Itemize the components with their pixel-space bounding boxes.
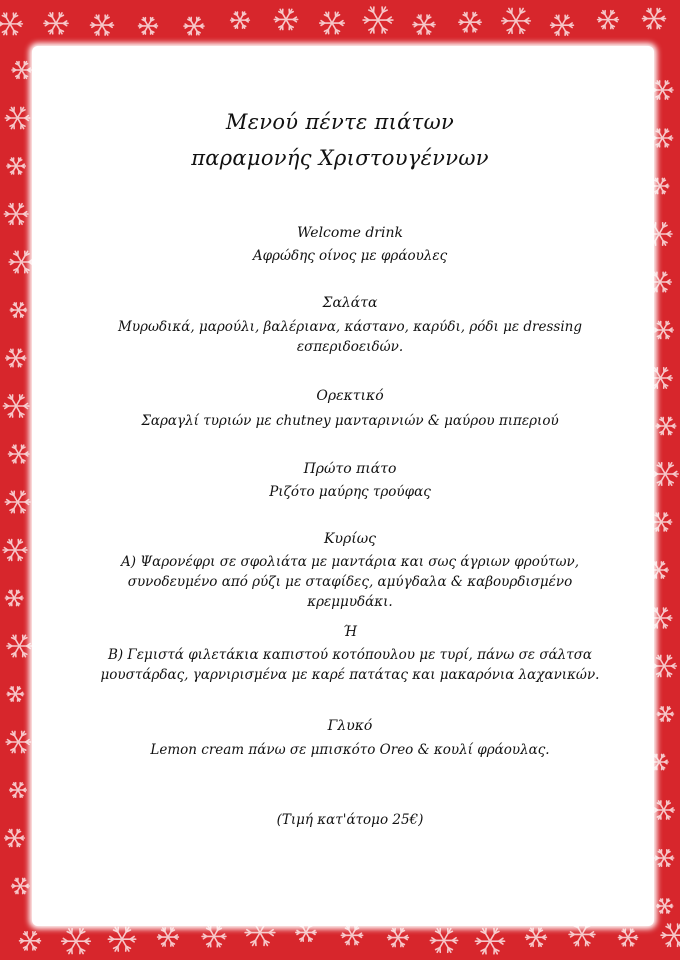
appetizer-heading: Ορεκτικό: [316, 388, 384, 404]
main-course-heading: Κυρίως: [324, 531, 376, 547]
first-course-text: Ριζότο μαύρης τρούφας: [269, 484, 431, 500]
dessert-text: Lemon cream πάνω σε μπισκότο Oreo & κουλί φράουλας.: [150, 742, 550, 758]
salad-text: Μυρωδικά, μαρούλι, βαλέριανα, κάστανο, καρύδι, ρόδι με dressing εσπεριδοειδών.: [118, 319, 582, 355]
main-or-label: Ή: [342, 624, 358, 640]
menu-title-line1: Μενού πέντε πιάτων: [225, 110, 455, 134]
welcome-heading: Welcome drink: [297, 225, 403, 241]
first-course-heading: Πρώτο πιάτο: [303, 461, 397, 477]
main-option-b: Β) Γεμιστά φιλετάκια καπιστού κοτόπουλου με τυρί, πάνω σε σάλτσα μουστάρδας, γαρνιρισμένα με καρέ πατάτας και μακαρόνια λαχανικών.: [100, 647, 600, 683]
price-note: (Τιμή κατ'άτομο 25€): [276, 812, 424, 828]
dessert-heading: Γλυκό: [327, 718, 373, 734]
welcome-text: Αφρώδης οίνος με φράουλες: [252, 248, 448, 264]
menu-title-line2: παραμονής Χριστουγέννων: [191, 146, 489, 170]
salad-heading: Σαλάτα: [322, 295, 378, 311]
appetizer-text: Σαραγλί τυριών με chutney μανταρινιών & μαύρου πιπεριού: [141, 413, 559, 429]
main-option-a: Α) Ψαρονέφρι σε σφολιάτα με μαντάρια και σως άγριων φρούτων, συνοδευμένο από ρύζι με σταφίδες, αμύγδαλα & καβουρδισμένο κρεμμυδάκι.: [120, 554, 580, 610]
